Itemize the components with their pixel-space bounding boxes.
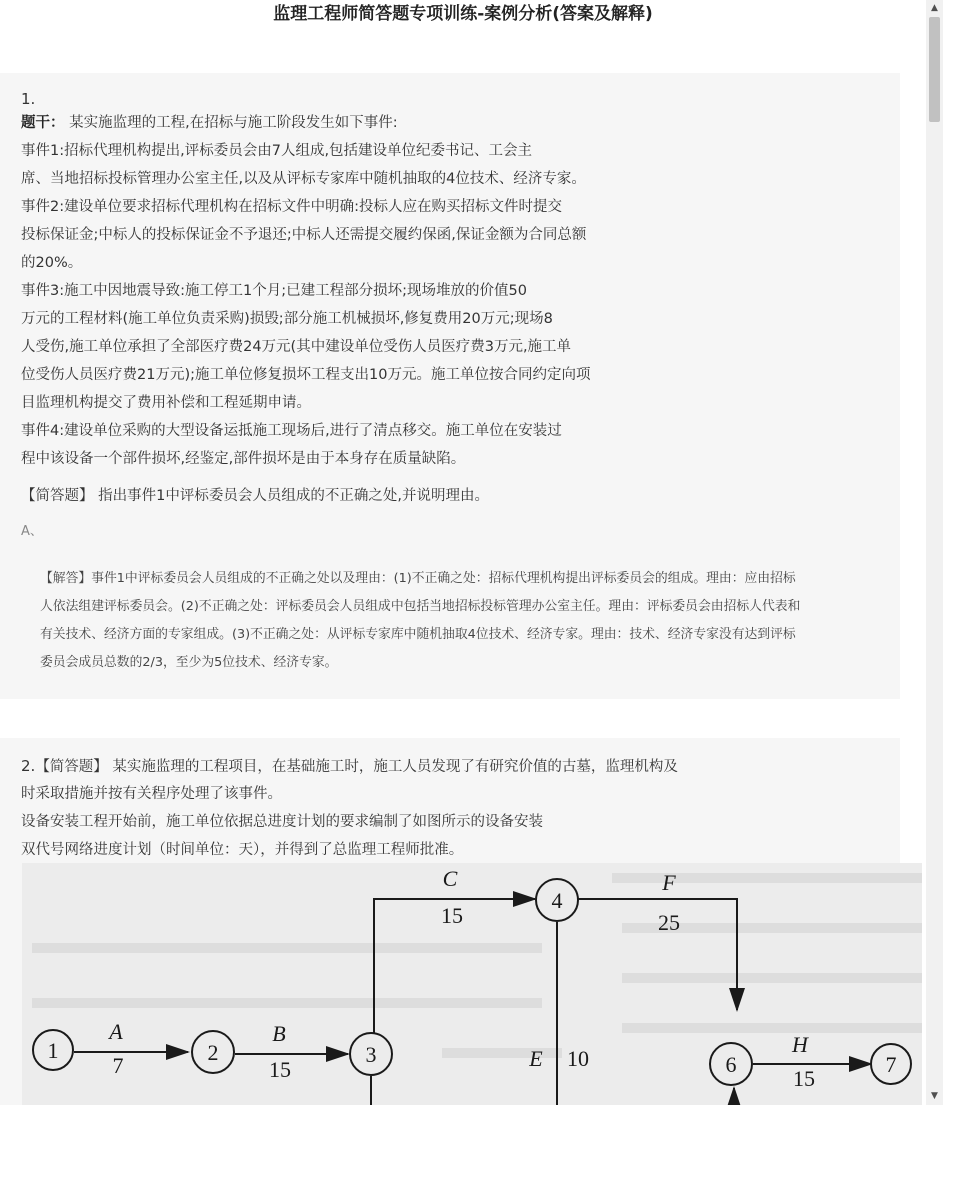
activity-name: F [662,870,676,895]
answer-line: 有关技术、经济方面的专家组成。(3)不正确之处：从评标专家库中随机抽取4位技术、经济专家。理由：技术、经济专家没有达到评标 [40,627,796,642]
stem-line: 的20%。 [21,255,83,271]
vertical-scrollbar[interactable] [926,0,943,1105]
question-prompt: 【简答题】 指出事件1中评标委员会人员组成的不正确之处,并说明理由。 [21,488,489,504]
activity-name: B [272,1021,286,1046]
activity-duration: 15 [441,903,463,928]
answer-explanation [40,565,875,677]
stem-line [21,752,678,781]
question-number: 2. [21,757,36,775]
activity-duration: 15 [793,1066,815,1091]
stem-line: 事件1:招标代理机构提出,评标委员会由7人组成,包括建设单位纪委书记、工会主 [21,143,533,159]
stem-line: 时采取措施并按有关程序处理了该事件。 [21,786,282,802]
node-label: 3 [365,1042,377,1067]
option-a[interactable]: A、 [21,524,43,539]
stem-line: 投标保证金;中标人的投标保证金不予退还;中标人还需提交履约保函,保证金额为合同总额 [21,227,587,243]
stem-line: 万元的工程材料(施工单位负责采购)损毁;部分施工机械损坏,修复费用20万元;现场8 [21,311,553,327]
question-number: 1. [21,90,36,108]
node-label: 6 [725,1052,737,1077]
activity-duration: 15 [269,1057,291,1082]
activity-name: C [442,866,458,891]
node-label: 2 [207,1040,219,1065]
page-title: 监理工程师简答题专项训练-案例分析(答案及解释) [273,4,653,24]
activity-duration: 10 [567,1046,589,1071]
activity-duration: 7 [112,1053,124,1078]
activity-name: E [529,1046,543,1071]
stem-line: 事件2:建设单位要求招标代理机构在招标文件中明确:投标人应在购买招标文件时提交 [21,199,562,215]
activity-name: H [792,1032,808,1057]
stem-line: 程中该设备一个部件损坏,经鉴定,部件损坏是由于本身存在质量缺陷。 [21,451,466,467]
answer-line: 人依法组建评标委员会。(2)不正确之处：评标委员会人员组成中包括当地招标投标管理办公室主任。理由：评标委员会由招标人代表和 [40,599,801,614]
node-label: 1 [47,1038,59,1063]
scrollbar-thumb[interactable] [929,17,940,122]
answer-line: 【解答】事件1中评标委员会人员组成的不正确之处以及理由：(1)不正确之处：招标代理机构提出评标委员会的组成。理由：应由招标 [40,571,796,586]
stem-line: 席、当地招标投标管理办公室主任,以及从评标专家库中随机抽取的4位技术、经济专家。 [21,171,586,187]
answer-line: 委员会成员总数的2/3，至少为5位技术、经济专家。 [40,655,338,670]
question-card-2 [0,738,900,1105]
stem-label: 题干： [21,115,65,131]
network-diagram-svg [22,863,922,1105]
node-label: 7 [885,1052,897,1077]
question-type: 【简答题】 [35,759,108,775]
activity-name: A [109,1019,123,1044]
scroll-down-icon[interactable]: ▼ [931,1091,938,1101]
stem-line: 设备安装工程开始前，施工单位依据总进度计划的要求编制了如图所示的设备安装 [21,814,543,830]
question-card-1 [0,73,900,699]
stem-line: 位受伤人员医疗费21万元);施工单位修复损坏工程支出10万元。施工单位按合同约定向项 [21,367,591,383]
stem-text: 某实施监理的工程,在招标与施工阶段发生如下事件: [69,115,398,131]
stem-line: 双代号网络进度计划（时间单位：天），并得到了总监理工程师批准。 [21,842,464,858]
stem-line: 事件3:施工中因地震导致:施工停工1个月;已建工程部分损坏;现场堆放的价值50 [21,283,527,299]
stem-line [21,109,398,137]
network-diagram [22,863,922,1105]
blank-footer-area [0,1105,960,1200]
node-label: 4 [551,888,563,913]
stem-line: 目监理机构提交了费用补偿和工程延期申请。 [21,395,311,411]
stem-line: 人受伤,施工单位承担了全部医疗费24万元(其中建设单位受伤人员医疗费3万元,施工单 [21,339,572,355]
stem-text: 某实施监理的工程项目，在基础施工时，施工人员发现了有研究价值的古墓，监理机构及 [112,759,678,775]
stem-line: 事件4:建设单位采购的大型设备运抵施工现场后,进行了清点移交。施工单位在安装过 [21,423,562,439]
activity-duration: 25 [658,910,680,935]
scroll-up-icon[interactable]: ▲ [931,3,938,13]
